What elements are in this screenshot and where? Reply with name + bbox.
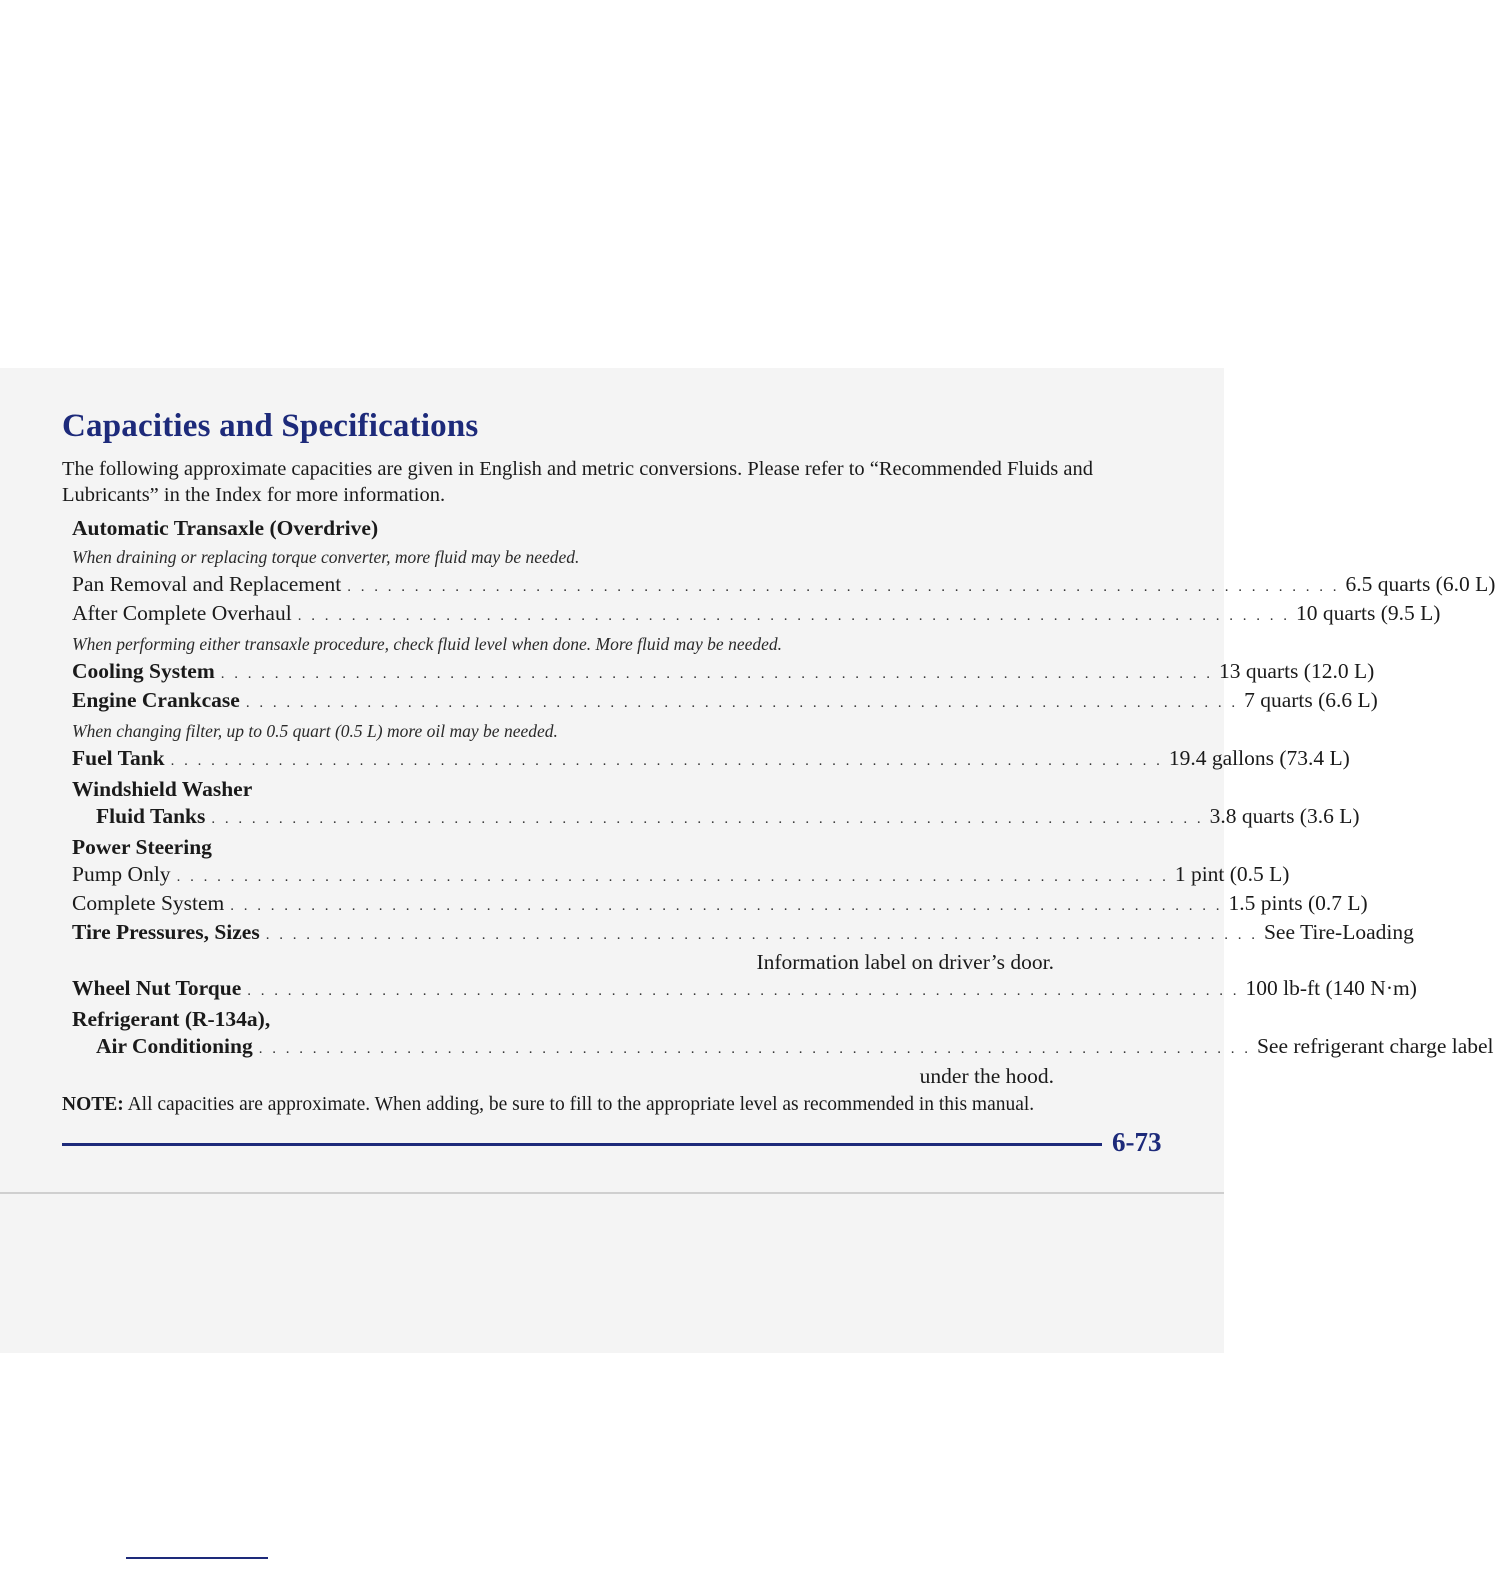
- spec-value: 13 quarts (12.0 L): [1219, 659, 1375, 683]
- spec-row-ac: [72, 1034, 1494, 1063]
- spec-value: 3.8 quarts (3.6 L): [1209, 804, 1360, 828]
- spec-row-tire: [72, 920, 1414, 949]
- spec-value: 1.5 pints (0.7 L): [1228, 891, 1368, 915]
- page-title: Capacities and Specifications: [62, 408, 479, 444]
- spec-row-pump: [72, 862, 1290, 891]
- transaxle-heading: Automatic Transaxle (Overdrive): [72, 516, 379, 540]
- spec-label: Tire Pressures, Sizes: [72, 920, 260, 944]
- spec-label: Air Conditioning: [96, 1034, 253, 1058]
- transaxle-note: When draining or replacing torque converter, more fluid may be needed.: [72, 547, 580, 567]
- spec-row-crankcase: [72, 688, 1378, 717]
- leader-dots: . . . . . . . . . . . . . . . . . . . . . . . . . . . . . . . . . . . . . . . . . . . . . . . . . . . . . . . . . . . . . . . . . . . . . . . . . .: [245, 695, 1239, 711]
- spec-label: Engine Crankcase: [72, 688, 240, 712]
- spec-value-continued: under the hood.: [919, 1064, 1054, 1088]
- spec-row-wheel: [72, 976, 1417, 1005]
- spec-label: Cooling System: [72, 659, 215, 683]
- spec-row-washer: [72, 804, 1360, 833]
- spec-label: Complete System: [72, 891, 225, 915]
- spec-value: 6.5 quarts (6.0 L): [1345, 572, 1495, 596]
- spec-label: Wheel Nut Torque: [72, 976, 242, 1000]
- note-paragraph: [62, 1094, 1192, 1116]
- spec-value: 1 pint (0.5 L): [1174, 862, 1290, 886]
- spec-label: Pump Only: [72, 862, 171, 886]
- page-divider: [0, 1192, 1224, 1194]
- refrigerant-heading: Refrigerant (R-134a),: [72, 1007, 271, 1031]
- leader-dots: . . . . . . . . . . . . . . . . . . . . . . . . . . . . . . . . . . . . . . . . . . . . . . . . . . . . . . . . . . . . . . . . . . . . . . . . . .: [265, 927, 1258, 943]
- spec-value: 10 quarts (9.5 L): [1295, 601, 1441, 625]
- steering-heading: Power Steering: [72, 835, 212, 859]
- leader-dots: . . . . . . . . . . . . . . . . . . . . . . . . . . . . . . . . . . . . . . . . . . . . . . . . . . . . . . . . . . . . . . . . . . . . . . . . . .: [230, 898, 1223, 914]
- spec-label: After Complete Overhaul: [72, 601, 292, 625]
- spec-value: 19.4 gallons (73.4 L): [1168, 746, 1350, 770]
- spec-row-cooling: [72, 659, 1375, 688]
- intro-paragraph: The following approximate capacities are given in English and metric conversions. Please refer to “Recommended Fluids and Lubricants” in the Index for more information.: [62, 458, 1093, 506]
- leader-dots: . . . . . . . . . . . . . . . . . . . . . . . . . . . . . . . . . . . . . . . . . . . . . . . . . . . . . . . . . . . . . . . . . . . . . . . . . .: [170, 753, 1163, 769]
- leader-dots: . . . . . . . . . . . . . . . . . . . . . . . . . . . . . . . . . . . . . . . . . . . . . . . . . . . . . . . . . . . . . . . . . . . . . . . . . .: [176, 869, 1169, 885]
- page-number: 6-73: [1112, 1127, 1162, 1157]
- leader-dots: . . . . . . . . . . . . . . . . . . . . . . . . . . . . . . . . . . . . . . . . . . . . . . . . . . . . . . . . . . . . . . . . . . . . . . . . . .: [211, 811, 1204, 827]
- leader-dots: . . . . . . . . . . . . . . . . . . . . . . . . . . . . . . . . . . . . . . . . . . . . . . . . . . . . . . . . . . . . . . . . . . . . . . . . . .: [297, 608, 1290, 624]
- spec-value: 100 lb-ft (140 N·m): [1245, 976, 1417, 1000]
- leader-dots: . . . . . . . . . . . . . . . . . . . . . . . . . . . . . . . . . . . . . . . . . . . . . . . . . . . . . . . . . . . . . . . . . . . . . . . . . .: [247, 983, 1240, 999]
- leader-dots: . . . . . . . . . . . . . . . . . . . . . . . . . . . . . . . . . . . . . . . . . . . . . . . . . . . . . . . . . . . . . . . . . . . . . . . . . .: [220, 666, 1213, 682]
- leader-dots: . . . . . . . . . . . . . . . . . . . . . . . . . . . . . . . . . . . . . . . . . . . . . . . . . . . . . . . . . . . . . . . . . . . . . . . . . .: [258, 1041, 1251, 1057]
- spec-value-continued: Information label on driver’s door.: [756, 950, 1054, 974]
- transaxle-note-2: When performing either transaxle procedure, check fluid level when done. More fluid may be needed.: [72, 634, 782, 654]
- bottom-rule: [126, 1557, 268, 1559]
- spec-value: See Tire-Loading: [1263, 920, 1414, 944]
- spec-value: See refrigerant charge label: [1256, 1034, 1494, 1058]
- note-label: NOTE:: [62, 1094, 124, 1115]
- spec-row-complete: [72, 891, 1368, 920]
- spec-label: Fuel Tank: [72, 746, 165, 770]
- leader-dots: . . . . . . . . . . . . . . . . . . . . . . . . . . . . . . . . . . . . . . . . . . . . . . . . . . . . . . . . . . . . . . . . . . . . . . . . . .: [347, 579, 1340, 595]
- crankcase-note: When changing filter, up to 0.5 quart (0.5 L) more oil may be needed.: [72, 721, 558, 741]
- spec-label: Pan Removal and Replacement: [72, 572, 342, 596]
- spec-row-pan: [72, 572, 1495, 601]
- spec-label: Fluid Tanks: [96, 804, 206, 828]
- spec-value: 7 quarts (6.6 L): [1244, 688, 1378, 712]
- specs-list: [72, 514, 1495, 1090]
- note-text: All capacities are approximate. When adding, be sure to fill to the appropriate level as recommended in this manual.: [123, 1094, 1035, 1115]
- spec-row-fuel: [72, 746, 1350, 775]
- spec-row-overhaul: [72, 601, 1441, 630]
- footer-rule: [62, 1143, 1102, 1146]
- washer-heading: Windshield Washer: [72, 777, 253, 801]
